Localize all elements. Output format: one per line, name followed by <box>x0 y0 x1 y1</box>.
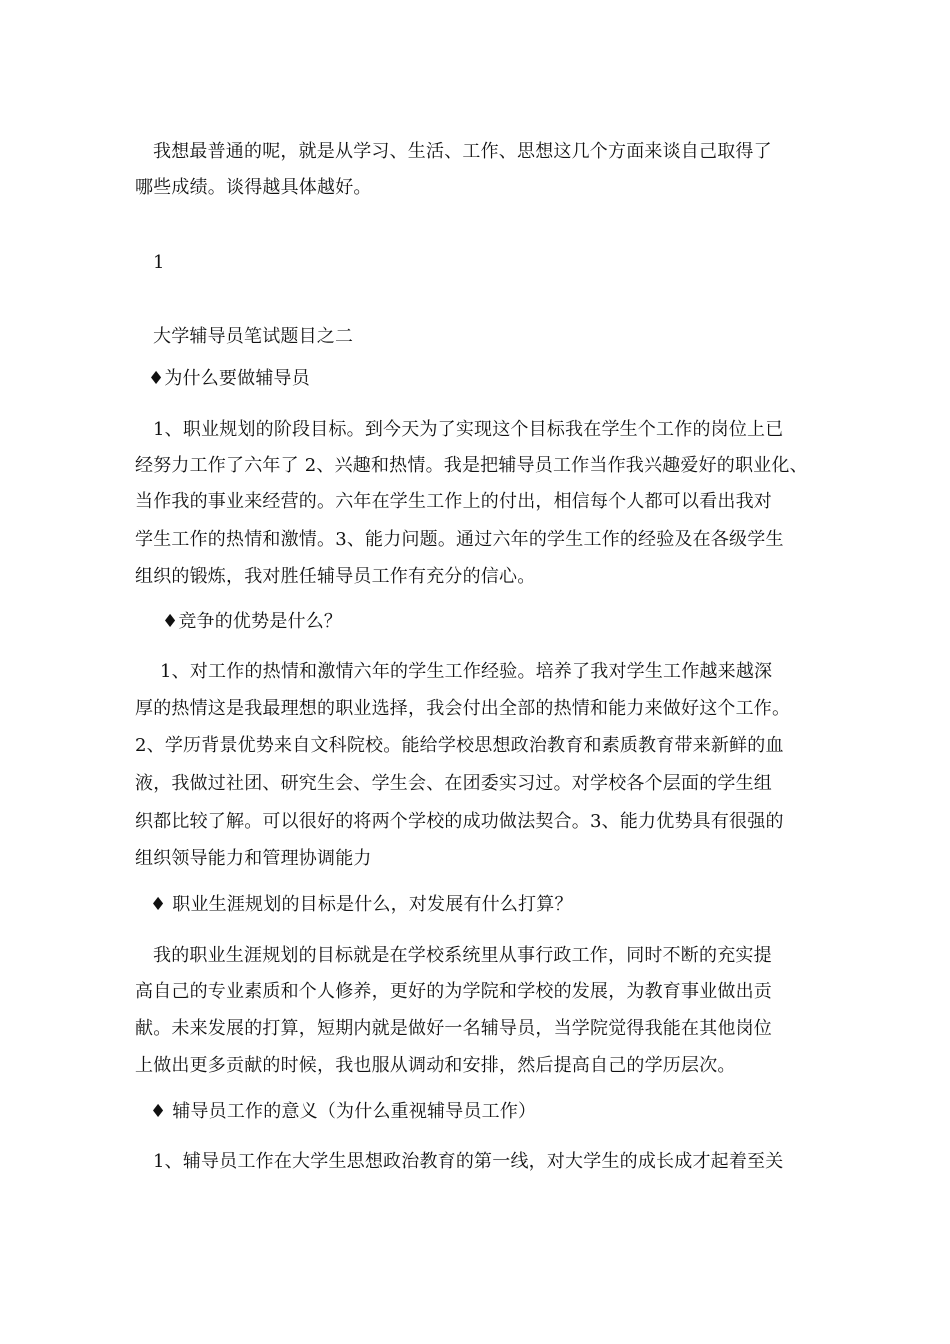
section-title: 大学辅导员笔试题目之二 <box>153 326 354 347</box>
q3-answer-line-2: 高自己的专业素质和个人修养，更好的为学院和学校的发展，为教育事业做出贡 <box>135 981 772 1002</box>
q3-answer-line-1: 我的职业生涯规划的目标就是在学校系统里从事行政工作，同时不断的充实提 <box>153 945 772 966</box>
intro-line-2: 哪些成绩。谈得越具体越好。 <box>135 177 372 198</box>
page-number: 1 <box>153 252 165 273</box>
q4-heading: ♦ 辅导员工作的意义（为什么重视辅导员工作） <box>150 1101 537 1122</box>
q2-heading: ♦竞争的优势是什么？ <box>162 611 343 632</box>
q1-answer-line-1: 1、职业规划的阶段目标。到今天为了实现这个目标我在学生个工作的岗位上已 <box>153 419 784 440</box>
q1-answer-line-5: 组织的锻炼，我对胜任辅导员工作有充分的信心。 <box>135 566 536 587</box>
q3-heading: ♦ 职业生涯规划的目标是什么，对发展有什么打算？ <box>150 894 573 915</box>
q2-answer-line-1: 1、对工作的热情和激情六年的学生工作经验。培养了我对学生工作越来越深 <box>160 661 773 682</box>
intro-line-1: 我想最普通的呢，就是从学习、生活、工作、思想这几个方面来谈自己取得了 <box>153 141 772 162</box>
q2-answer-line-3: 2、学历背景优势来自文科院校。能给学校思想政治教育和素质教育带来新鲜的血 <box>135 735 784 756</box>
q1-answer-line-3: 当作我的事业来经营的。六年在学生工作上的付出，相信每个人都可以看出我对 <box>135 491 772 512</box>
q3-answer-line-4: 上做出更多贡献的时候，我也服从调动和安排，然后提高自己的学历层次。 <box>135 1055 736 1076</box>
q1-answer-line-2: 经努力工作了六年了 2、兴趣和热情。我是把辅导员工作当作我兴趣爱好的职业化、 <box>135 455 808 476</box>
q4-answer-line-1: 1、辅导员工作在大学生思想政治教育的第一线，对大学生的成长成才起着至关 <box>153 1151 784 1172</box>
q1-answer-line-4: 学生工作的热情和激情。3、能力问题。通过六年的学生工作的经验及在各级学生 <box>135 529 784 550</box>
q2-answer-line-6: 组织领导能力和管理协调能力 <box>135 848 372 869</box>
q1-heading: ♦为什么要做辅导员 <box>148 368 310 389</box>
q2-answer-line-5: 织都比较了解。可以很好的将两个学校的成功做法契合。3、能力优势具有很强的 <box>135 811 784 832</box>
q2-answer-line-4: 液，我做过社团、研究生会、学生会、在团委实习过。对学校各个层面的学生组 <box>135 773 772 794</box>
q3-answer-line-3: 献。未来发展的打算，短期内就是做好一名辅导员，当学院觉得我能在其他岗位 <box>135 1018 772 1039</box>
q2-answer-line-2: 厚的热情这是我最理想的职业选择，我会付出全部的热情和能力来做好这个工作。 <box>135 698 791 719</box>
